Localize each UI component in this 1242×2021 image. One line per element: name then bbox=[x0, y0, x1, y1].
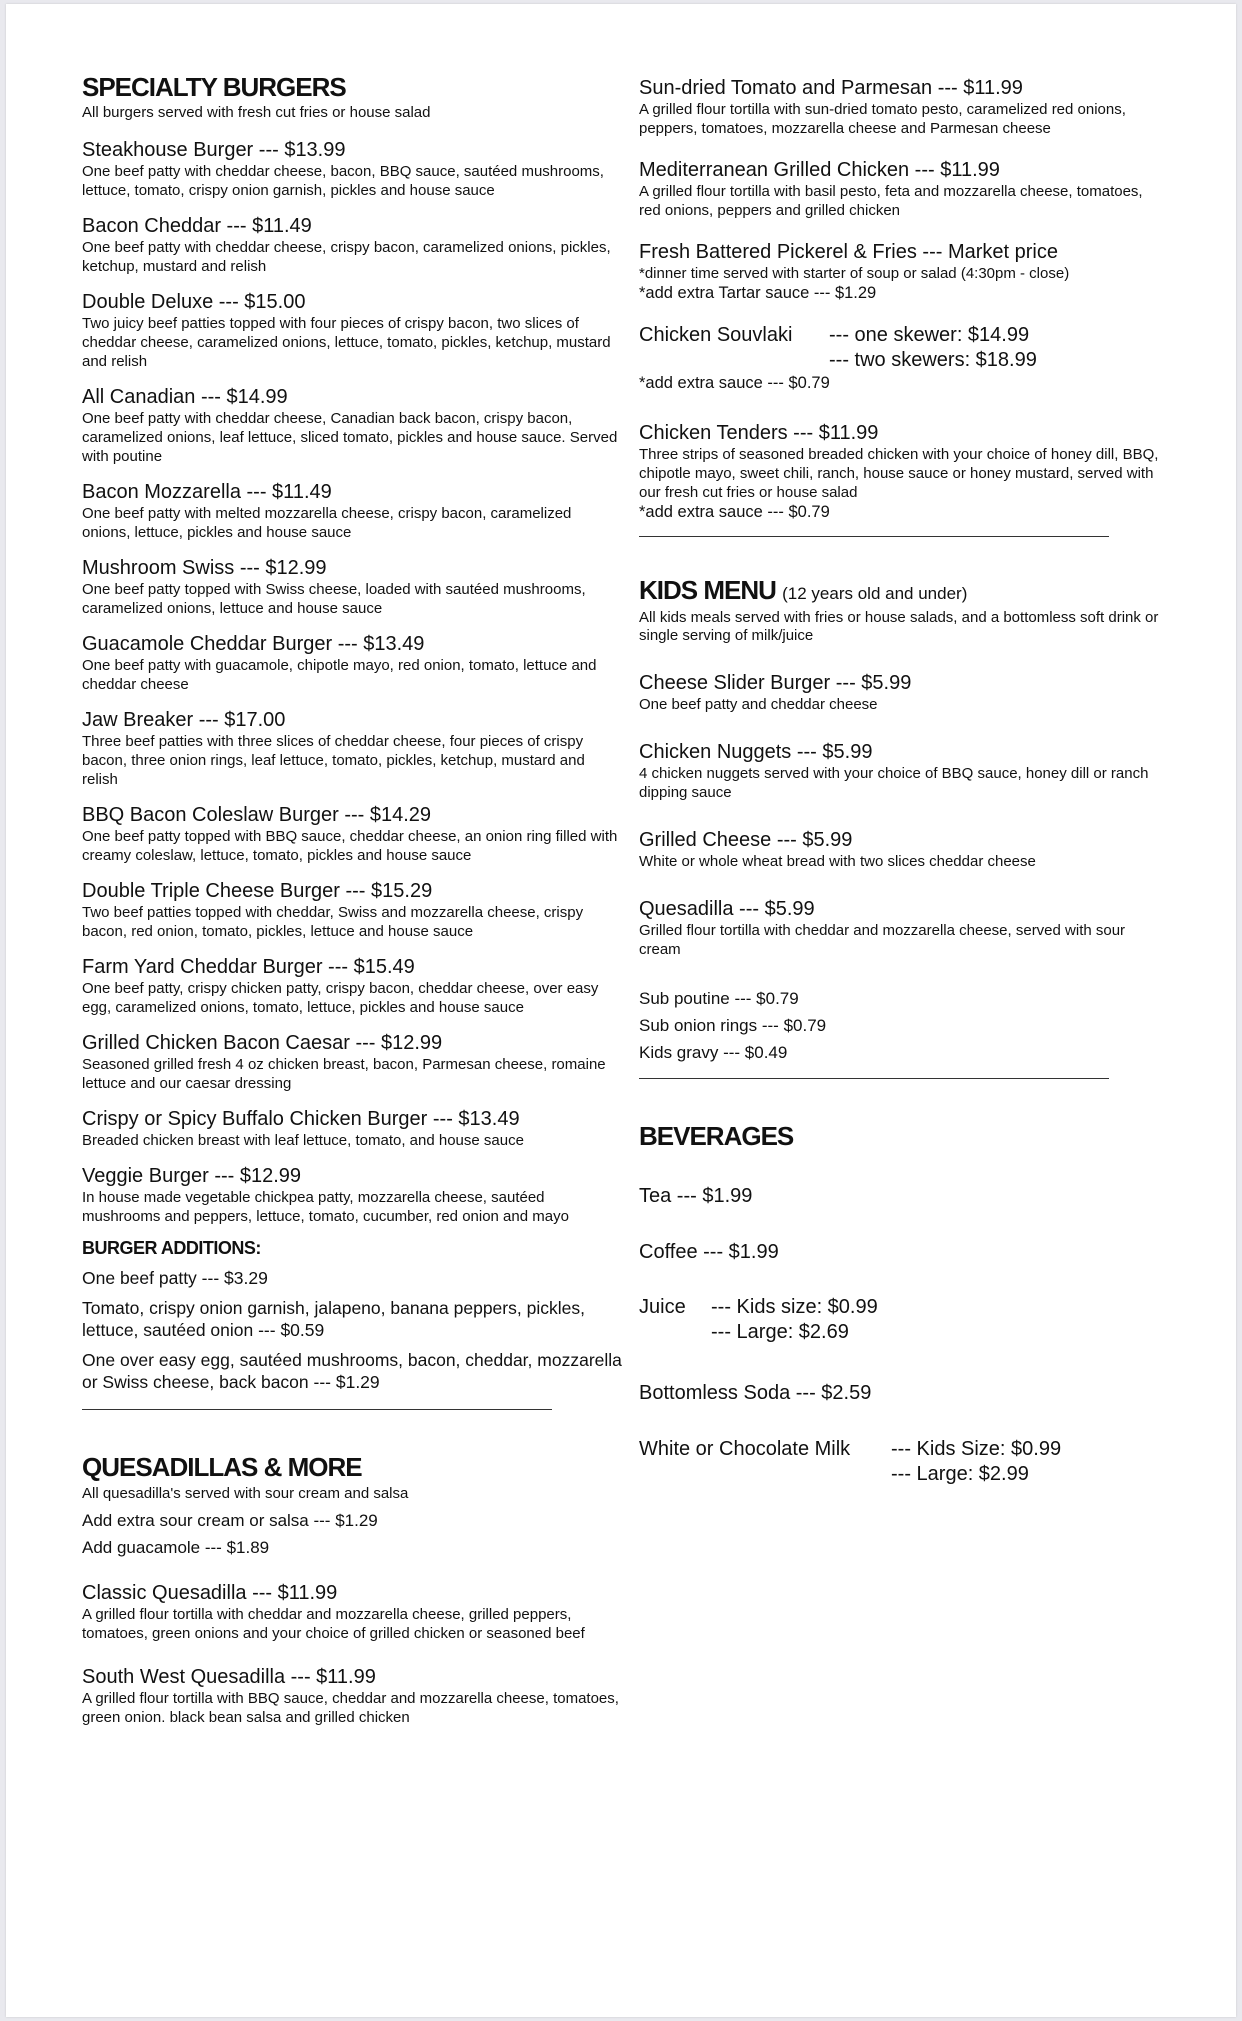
kids-sub-item: Sub poutine --- $0.79 bbox=[639, 989, 799, 1008]
divider bbox=[639, 1078, 1109, 1079]
item-desc: One beef patty with cheddar cheese, crispy bacon, caramelized onions, pickles, ketchup, mustard and relish bbox=[82, 239, 611, 276]
menu-item bbox=[82, 138, 622, 200]
item-desc: A grilled flour tortilla with sun-dried tomato pesto, caramelized red onions, peppers, tomatoes, mozzarella cheese and Parmesan cheese bbox=[639, 101, 1126, 137]
milk-item bbox=[639, 1437, 1159, 1487]
juice-item bbox=[639, 1295, 1159, 1345]
item-title: Bacon Cheddar --- $11.49 bbox=[82, 215, 312, 238]
item-title: South West Quesadilla --- $11.99 bbox=[82, 1665, 376, 1688]
item-title: Grilled Chicken Bacon Caesar --- $12.99 bbox=[82, 1032, 443, 1055]
item-desc: Grilled flour tortilla with cheddar and mozzarella cheese, served with sour cream bbox=[639, 922, 1126, 958]
menu-item bbox=[82, 955, 622, 1017]
item-desc: Three strips of seasoned breaded chicken with your choice of honey dill, BBQ, chipotle mayo, sweet chili, ranch, house sauce or honey mustard, served with our fresh cut fries or house salad bbox=[639, 446, 1159, 501]
item-title: Bacon Mozzarella --- $11.49 bbox=[82, 481, 332, 504]
item-desc: One beef patty topped with Swiss cheese, loaded with sautéed mushrooms, caramelized onions, lettuce and house sauce bbox=[82, 581, 586, 618]
kids-title-text: KIDS MENU bbox=[639, 575, 776, 605]
item-desc: Seasoned grilled fresh 4 oz chicken breast, bacon, Parmesan cheese, romaine lettuce and our caesar dressing bbox=[82, 1056, 606, 1093]
item-extra: *add extra sauce --- $0.79 bbox=[639, 503, 830, 521]
item-desc: 4 chicken nuggets served with your choice of BBQ sauce, honey dill or ranch dipping sauce bbox=[639, 765, 1149, 801]
item-desc: One beef patty with melted mozzarella cheese, crispy bacon, caramelized onions, lettuce, pickles and house sauce bbox=[82, 505, 572, 542]
kids-menu-title bbox=[639, 575, 1159, 606]
item-title: Mushroom Swiss --- $12.99 bbox=[82, 557, 327, 580]
item-title: Guacamole Cheddar Burger --- $13.49 bbox=[82, 633, 425, 656]
menu-item bbox=[82, 803, 622, 865]
item-title: Crispy or Spicy Buffalo Chicken Burger --- $13.49 bbox=[82, 1108, 520, 1131]
menu-item bbox=[82, 1107, 622, 1150]
item-title: BBQ Bacon Coleslaw Burger --- $14.29 bbox=[82, 804, 432, 827]
item-title: All Canadian --- $14.99 bbox=[82, 386, 288, 409]
souvlaki-option: --- two skewers: $18.99 bbox=[829, 349, 1037, 371]
item-title: Classic Quesadilla --- $11.99 bbox=[82, 1581, 338, 1604]
item-desc: One beef patty topped with BBQ sauce, cheddar cheese, an onion ring filled with creamy coleslaw, lettuce, tomato, pickles and house sauce bbox=[82, 828, 618, 865]
menu-item bbox=[82, 879, 622, 941]
specialty-burgers-title: SPECIALTY BURGERS bbox=[82, 72, 346, 102]
juice-option: --- Large: $2.69 bbox=[711, 1321, 849, 1344]
beverage-item: Tea --- $1.99 bbox=[639, 1185, 753, 1208]
item-title: Chicken Nuggets --- $5.99 bbox=[639, 741, 873, 763]
item-title: Grilled Cheese --- $5.99 bbox=[639, 829, 853, 851]
menu-item bbox=[639, 828, 1159, 871]
item-desc: One beef patty with cheddar cheese, bacon, BBQ sauce, sautéed mushrooms, lettuce, tomato, crispy onion garnish, pickles and house sauce bbox=[82, 163, 604, 200]
menu-item bbox=[639, 421, 1159, 522]
menu-item bbox=[639, 671, 1159, 714]
item-title: Fresh Battered Pickerel & Fries --- Market price bbox=[639, 241, 1058, 263]
menu-item bbox=[639, 740, 1159, 802]
right-column bbox=[639, 76, 1159, 1487]
quesadillas-note: All quesadilla's served with sour cream and salsa bbox=[82, 1484, 409, 1502]
menu-item bbox=[639, 158, 1159, 220]
menu-item bbox=[639, 240, 1159, 303]
beverage-item: Coffee --- $1.99 bbox=[639, 1241, 779, 1264]
souvlaki-option: --- one skewer: $14.99 bbox=[829, 324, 1030, 346]
beverage-item: Bottomless Soda --- $2.59 bbox=[639, 1382, 872, 1405]
menu-item bbox=[82, 1164, 622, 1226]
menu-item bbox=[82, 1031, 622, 1093]
beverages-title: BEVERAGES bbox=[639, 1121, 794, 1151]
item-desc: One beef patty with guacamole, chipotle mayo, red onion, tomato, lettuce and cheddar cheese bbox=[82, 657, 597, 694]
kids-sub-item: Kids gravy --- $0.49 bbox=[639, 1043, 788, 1062]
item-desc: One beef patty, crispy chicken patty, crispy bacon, cheddar cheese, over easy egg, caramelized onions, tomato, lettuce, pickles and house sauce bbox=[82, 980, 599, 1017]
item-title: Quesadilla --- $5.99 bbox=[639, 898, 815, 920]
menu-item bbox=[639, 897, 1159, 959]
item-desc: In house made vegetable chickpea patty, mozzarella cheese, sautéed mushrooms and peppers, lettuce, tomato, cucumber, red onion and mayo bbox=[82, 1189, 569, 1226]
addition-item: One beef patty --- $3.29 bbox=[82, 1268, 268, 1289]
item-title: Mediterranean Grilled Chicken --- $11.99 bbox=[639, 159, 1000, 181]
menu-item bbox=[639, 76, 1159, 138]
addition-item: Tomato, crispy onion garnish, jalapeno, banana peppers, pickles, lettuce, sautéed onion --- $0.59 bbox=[82, 1298, 585, 1341]
item-title: Cheese Slider Burger --- $5.99 bbox=[639, 672, 912, 694]
item-title: Jaw Breaker --- $17.00 bbox=[82, 709, 286, 732]
item-desc: Breaded chicken breast with leaf lettuce, tomato, and house sauce bbox=[82, 1132, 524, 1150]
item-title: Steakhouse Burger --- $13.99 bbox=[82, 139, 346, 162]
menu-item bbox=[82, 556, 622, 618]
quesadilla-extra: Add extra sour cream or salsa --- $1.29 bbox=[82, 1510, 378, 1530]
item-desc: A grilled flour tortilla with BBQ sauce, cheddar and mozzarella cheese, tomatoes, green onion. black bean salsa and grilled chicken bbox=[82, 1689, 619, 1726]
item-desc: Two beef patties topped with cheddar, Swiss and mozzarella cheese, crispy bacon, red onion, tomato, pickles, lettuce and house sauce bbox=[82, 904, 584, 941]
souvlaki-item bbox=[639, 323, 1159, 393]
quesadilla-extra: Add guacamole --- $1.89 bbox=[82, 1537, 270, 1557]
item-title: Veggie Burger --- $12.99 bbox=[82, 1165, 302, 1188]
divider bbox=[82, 1409, 552, 1410]
menu-item bbox=[82, 708, 622, 789]
milk-option: --- Kids Size: $0.99 bbox=[891, 1438, 1062, 1461]
item-title: Double Deluxe --- $15.00 bbox=[82, 291, 306, 314]
milk-label: White or Chocolate Milk bbox=[639, 1438, 851, 1461]
item-desc: Two juicy beef patties topped with four pieces of crispy bacon, two slices of cheddar cheese, caramelized onions, lettuce, tomato, pickles, ketchup, mustard and relish bbox=[82, 315, 611, 371]
menu-item bbox=[82, 632, 622, 694]
menu-item bbox=[82, 290, 622, 371]
menu-item bbox=[82, 1665, 622, 1727]
item-desc: One beef patty and cheddar cheese bbox=[639, 696, 878, 713]
item-title: Double Triple Cheese Burger --- $15.29 bbox=[82, 880, 433, 903]
menu-page bbox=[6, 4, 1236, 2017]
juice-label: Juice bbox=[639, 1296, 686, 1319]
menu-item bbox=[82, 214, 622, 276]
item-desc: *dinner time served with starter of soup or salad (4:30pm - close) bbox=[639, 265, 1070, 282]
juice-option: --- Kids size: $0.99 bbox=[711, 1296, 878, 1319]
item-desc: Three beef patties with three slices of cheddar cheese, four pieces of crispy bacon, three onion rings, leaf lettuce, tomato, pickles, ketchup, mustard and relish bbox=[82, 733, 585, 789]
milk-option: --- Large: $2.99 bbox=[891, 1463, 1029, 1486]
item-title: Sun-dried Tomato and Parmesan --- $11.99 bbox=[639, 77, 1023, 99]
kids-note: All kids meals served with fries or house salads, and a bottomless soft drink or single serving of milk/juice bbox=[639, 609, 1159, 644]
menu-item bbox=[82, 480, 622, 542]
item-extra: *add extra Tartar sauce --- $1.29 bbox=[639, 284, 877, 302]
item-desc: A grilled flour tortilla with basil pesto, feta and mozzarella cheese, tomatoes, red onions, peppers and grilled chicken bbox=[639, 183, 1143, 219]
item-title: Farm Yard Cheddar Burger --- $15.49 bbox=[82, 956, 415, 979]
item-desc: A grilled flour tortilla with cheddar and mozzarella cheese, grilled peppers, tomatoes, green onions and your choice of grilled chicken or seasoned beef bbox=[82, 1605, 585, 1642]
item-desc: One beef patty with cheddar cheese, Canadian back bacon, crispy bacon, caramelized onions, leaf lettuce, sliced tomato, pickles and house sauce. Served with poutine bbox=[82, 410, 618, 466]
menu-item bbox=[82, 1581, 622, 1643]
kids-sub-item: Sub onion rings --- $0.79 bbox=[639, 1016, 827, 1035]
kids-title-note: (12 years old and under) bbox=[782, 584, 968, 603]
item-desc: White or whole wheat bread with two slices cheddar cheese bbox=[639, 853, 1036, 870]
left-column bbox=[82, 74, 622, 1727]
addition-item: One over easy egg, sautéed mushrooms, bacon, cheddar, mozzarella or Swiss cheese, back bacon --- $1.29 bbox=[82, 1350, 622, 1393]
specialty-note: All burgers served with fresh cut fries or house salad bbox=[82, 104, 431, 122]
quesadillas-title: QUESADILLAS & MORE bbox=[82, 1452, 362, 1483]
burger-additions-title: BURGER ADDITIONS: bbox=[82, 1238, 261, 1259]
souvlaki-label: Chicken Souvlaki bbox=[639, 324, 793, 346]
item-extra: *add extra sauce --- $0.79 bbox=[639, 374, 830, 392]
item-title: Chicken Tenders --- $11.99 bbox=[639, 422, 879, 444]
menu-item bbox=[82, 385, 622, 466]
divider bbox=[639, 536, 1109, 537]
